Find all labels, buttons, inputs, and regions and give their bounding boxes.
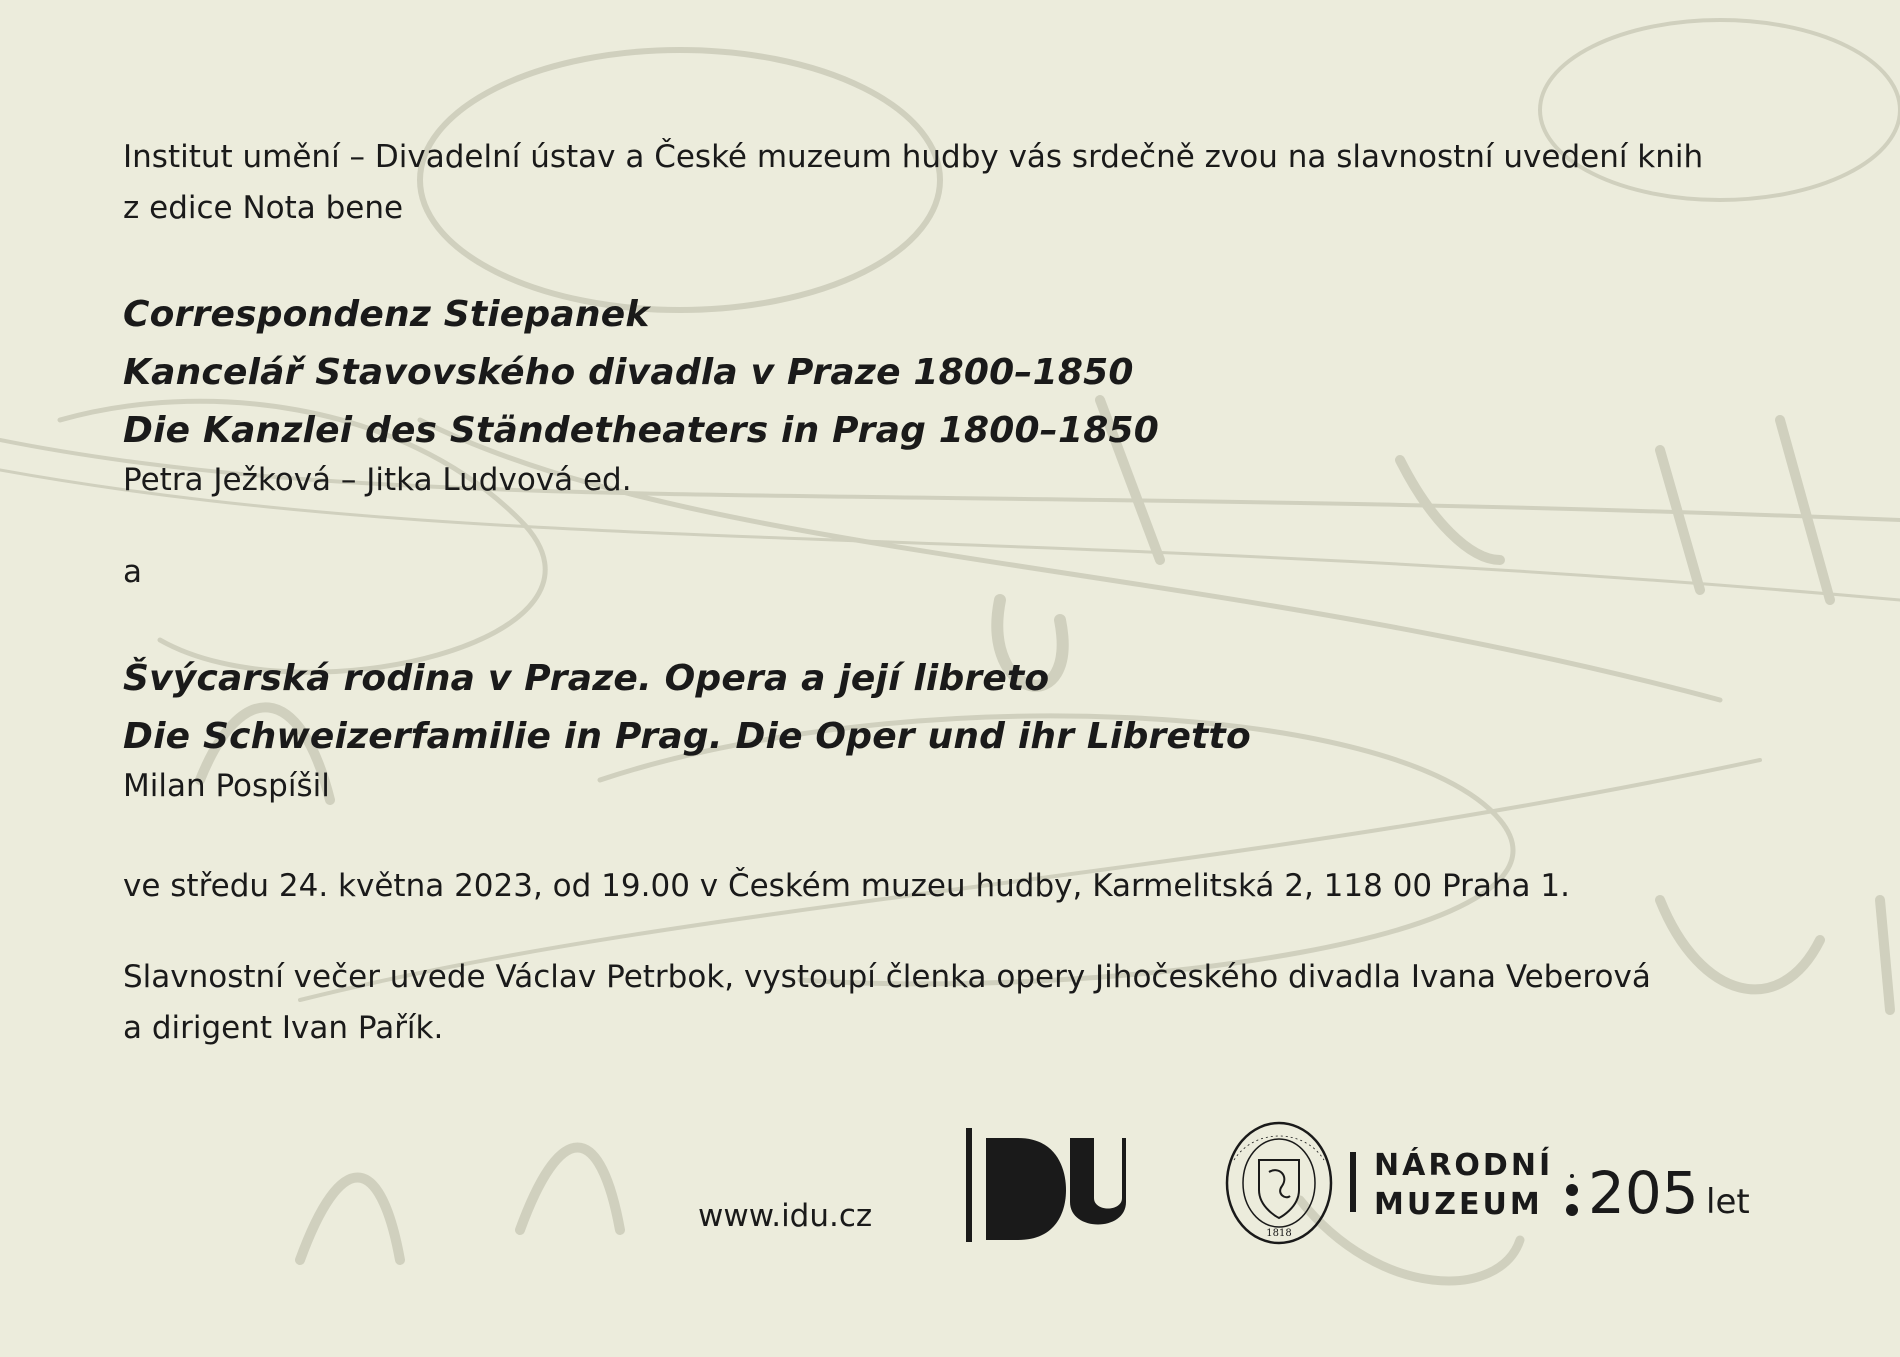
book-2 — [123, 650, 1783, 806]
intro-line-2: z edice Nota bene — [123, 190, 404, 226]
book-1-authors: Petra Ježková – Jitka Ludvová ed. — [123, 462, 632, 498]
book-1 — [123, 286, 1783, 500]
book-1-title-2: Kancelář Stavovského divadla v Praze 1800–1850 — [123, 352, 1134, 393]
event-date: ve středu 24. května 2023, od 19.00 v Českém muzeu hudby, Karmelitská 2, 118 00 Praha 1. — [123, 868, 1570, 904]
anniversary-number: 205 — [1588, 1159, 1699, 1227]
seal-year: 1818 — [1266, 1228, 1292, 1239]
book-2-author: Milan Pospíšil — [123, 768, 330, 804]
conjunction: a — [123, 554, 142, 590]
intro-line-1: Institut umění – Divadelní ústav a České muzeum hudby vás srdečně zvou na slavnostní uvedení knih — [123, 139, 1704, 175]
book-2-title-1: Švýcarská rodina v Praze. Opera a její libreto — [123, 658, 1050, 699]
book-2-title-2: Die Schweizerfamilie in Prag. Die Oper und ihr Libretto — [123, 716, 1251, 757]
museum-name-line-1: NÁRODNÍ — [1374, 1148, 1554, 1183]
website-link[interactable]: www.idu.cz — [698, 1198, 873, 1234]
idu-logo — [966, 1128, 1126, 1242]
anniversary-unit: let — [1706, 1182, 1750, 1222]
evening-line-2: a dirigent Ivan Pařík. — [123, 1010, 444, 1046]
invitation-text — [123, 132, 1783, 1054]
colon-mark-icon — [1562, 1172, 1582, 1222]
book-1-title-3: Die Kanzlei des Ständetheaters in Prag 1800–1850 — [123, 410, 1159, 451]
museum-name — [1374, 1146, 1553, 1224]
evening-line-1: Slavnostní večer uvede Václav Petrbok, vystoupí členka opery Jihočeského divadla Ivana Veberová — [123, 959, 1651, 995]
museum-name-line-2: MUZEUM — [1374, 1187, 1543, 1222]
museum-seal-icon — [1224, 1120, 1334, 1246]
book-1-title-1: Correspondenz Stiepanek — [123, 294, 650, 335]
museum-divider — [1350, 1152, 1356, 1212]
